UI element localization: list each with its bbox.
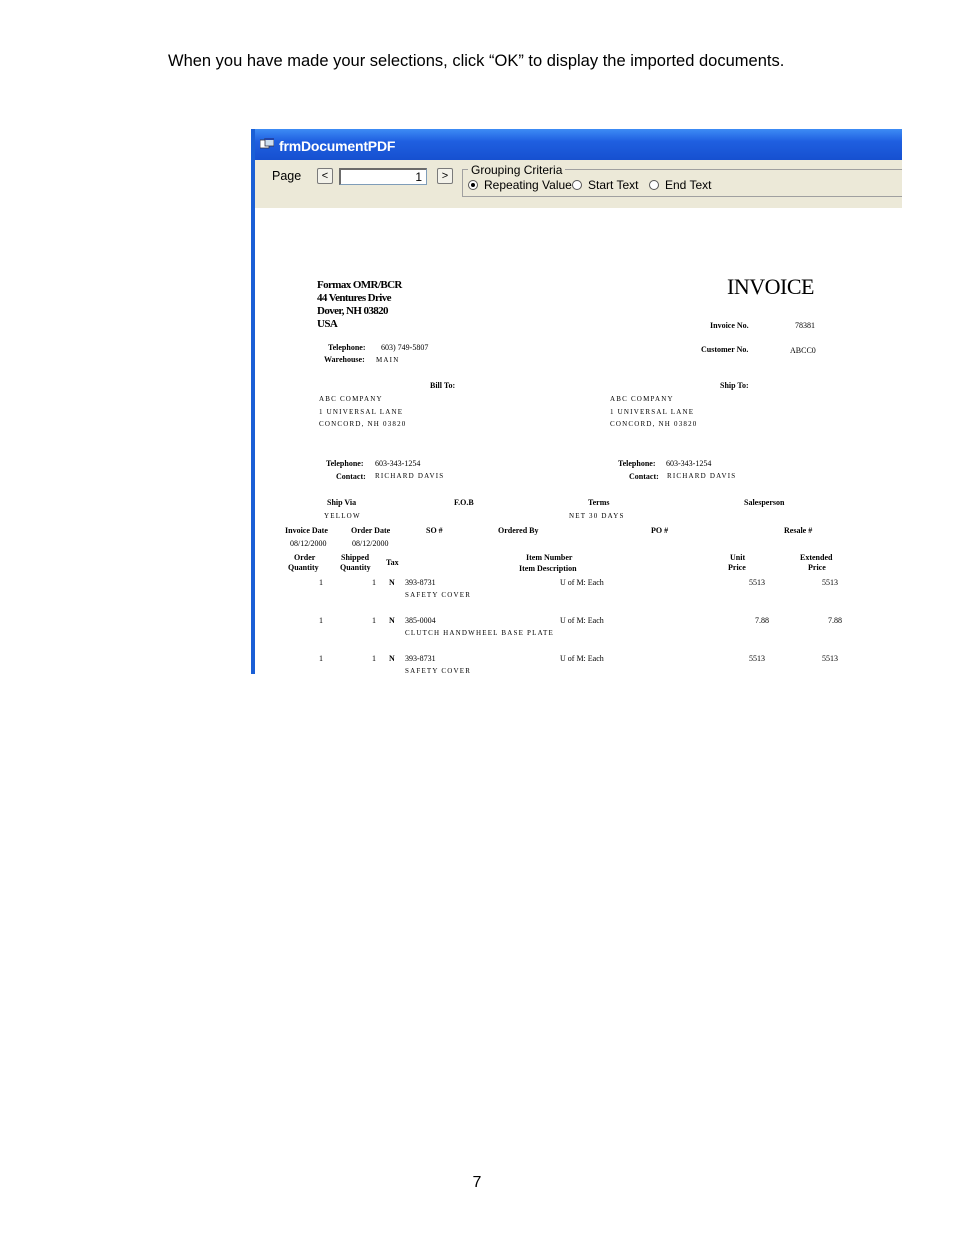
ship-via-label: Ship Via <box>327 498 357 507</box>
radio-label: Repeating Value <box>484 178 572 192</box>
terms: NET 30 DAYS <box>569 512 625 520</box>
radio-label: End Text <box>665 178 712 192</box>
company-street: 44 Ventures Drive <box>317 292 391 304</box>
toolbar <box>255 160 902 208</box>
ship-phone-label: Telephone: <box>618 459 656 468</box>
bill-phone: 603-343-1254 <box>375 459 421 468</box>
customer-no-label: Customer No. <box>701 345 749 354</box>
so-label: SO # <box>426 526 443 535</box>
page-label: Page <box>272 169 302 183</box>
col-shipped-qty-2: Quantity <box>340 563 371 572</box>
po-label: PO # <box>651 526 669 535</box>
radio-end-text[interactable] <box>649 178 711 192</box>
col-extended-price-1: Extended <box>800 553 833 562</box>
bill-contact-label: Contact: <box>336 472 366 481</box>
title-bar[interactable] <box>255 129 902 160</box>
fob-label: F.O.B <box>454 498 474 507</box>
invoice-heading: INVOICE <box>727 274 814 299</box>
intro-text: When you have made your selections, click “OK” to display the imported documents. <box>168 52 785 70</box>
col-item-number: Item Number <box>526 553 573 562</box>
terms-label: Terms <box>588 498 610 507</box>
bill-to-label: Bill To: <box>430 381 456 390</box>
invoice-date: 08/12/2000 <box>290 539 327 548</box>
telephone: 603) 749-5807 <box>381 343 429 352</box>
col-extended-price-2: Price <box>808 563 826 572</box>
resale-label: Resale # <box>784 526 813 535</box>
line-order-qty: 1 <box>319 616 323 625</box>
line-extended-price: 5513 <box>822 578 838 587</box>
line-order-qty: 1 <box>319 578 323 587</box>
line-shipped-qty: 1 <box>372 578 376 587</box>
bill-to-line: 1 UNIVERSAL LANE <box>319 408 404 416</box>
bill-to-line: ABC COMPANY <box>319 395 383 403</box>
line-description: SAFETY COVER <box>405 667 472 674</box>
line-item-number: 393-8731 <box>405 578 436 587</box>
line-item-number: 393-8731 <box>405 654 436 663</box>
invoice-no: 78381 <box>795 321 815 330</box>
order-date-label: Order Date <box>351 526 391 535</box>
radio-repeating-value[interactable] <box>468 178 572 192</box>
line-tax: N <box>389 654 395 663</box>
salesperson-label: Salesperson <box>744 498 785 507</box>
window-title: frmDocumentPDF <box>279 138 396 154</box>
col-order-qty-1: Order <box>294 553 316 562</box>
line-extended-price: 5513 <box>822 654 838 663</box>
invoice-date-label: Invoice Date <box>285 526 328 535</box>
grouping-criteria-legend: Grouping Criteria <box>468 163 565 177</box>
ship-via: YELLOW <box>324 512 361 520</box>
ship-to-label: Ship To: <box>720 381 749 390</box>
line-order-qty: 1 <box>319 654 323 663</box>
document-preview <box>255 208 902 674</box>
line-shipped-qty: 1 <box>372 654 376 663</box>
line-description: SAFETY COVER <box>405 591 472 599</box>
customer-no: ABCC0 <box>790 346 816 355</box>
line-shipped-qty: 1 <box>372 616 376 625</box>
col-unit-price-1: Unit <box>730 553 746 562</box>
company-name: Formax OMR/BCR <box>317 279 402 291</box>
radio-unselected-icon[interactable] <box>572 180 582 190</box>
col-item-description: Item Description <box>519 564 577 573</box>
ship-to-line: 1 UNIVERSAL LANE <box>610 408 695 416</box>
warehouse-label: Warehouse: <box>324 355 365 364</box>
ship-phone: 603-343-1254 <box>666 459 712 468</box>
document-pdf-window <box>251 129 902 674</box>
app-icon <box>260 138 274 150</box>
bill-phone-label: Telephone: <box>326 459 364 468</box>
line-unit-price: 7.88 <box>755 616 769 625</box>
ship-to-line: CONCORD, NH 03820 <box>610 420 698 428</box>
page-number-input[interactable]: 1 <box>339 168 427 185</box>
line-uom: U of M: Each <box>560 616 604 625</box>
order-date: 08/12/2000 <box>352 539 389 548</box>
line-unit-price: 5513 <box>749 578 765 587</box>
line-tax: N <box>389 616 395 625</box>
next-page-button[interactable]: > <box>437 168 453 184</box>
company-country: USA <box>317 318 338 330</box>
line-uom: U of M: Each <box>560 654 604 663</box>
previous-page-button[interactable]: < <box>317 168 333 184</box>
ship-contact: RICHARD DAVIS <box>667 472 737 480</box>
ship-contact-label: Contact: <box>629 472 659 481</box>
ordered-by-label: Ordered By <box>498 526 539 535</box>
bill-contact: RICHARD DAVIS <box>375 472 445 480</box>
col-shipped-qty-1: Shipped <box>341 553 370 562</box>
telephone-label: Telephone: <box>328 343 366 352</box>
radio-selected-icon[interactable] <box>468 180 478 190</box>
page-number: 7 <box>472 1174 482 1191</box>
invoice-no-label: Invoice No. <box>710 321 749 330</box>
col-unit-price-2: Price <box>728 563 746 572</box>
company-city: Dover, NH 03820 <box>317 305 388 317</box>
col-tax: Tax <box>386 558 399 567</box>
radio-unselected-icon[interactable] <box>649 180 659 190</box>
line-tax: N <box>389 578 395 587</box>
radio-label: Start Text <box>588 178 639 192</box>
radio-start-text[interactable] <box>572 178 638 192</box>
line-item-number: 385-0004 <box>405 616 436 625</box>
line-uom: U of M: Each <box>560 578 604 587</box>
bill-to-line: CONCORD, NH 03820 <box>319 420 407 428</box>
line-extended-price: 7.88 <box>828 616 842 625</box>
line-description: CLUTCH HANDWHEEL BASE PLATE <box>405 629 554 637</box>
col-order-qty-2: Quantity <box>288 563 319 572</box>
ship-to-line: ABC COMPANY <box>610 395 674 403</box>
warehouse: MAIN <box>376 356 400 364</box>
line-unit-price: 5513 <box>749 654 765 663</box>
